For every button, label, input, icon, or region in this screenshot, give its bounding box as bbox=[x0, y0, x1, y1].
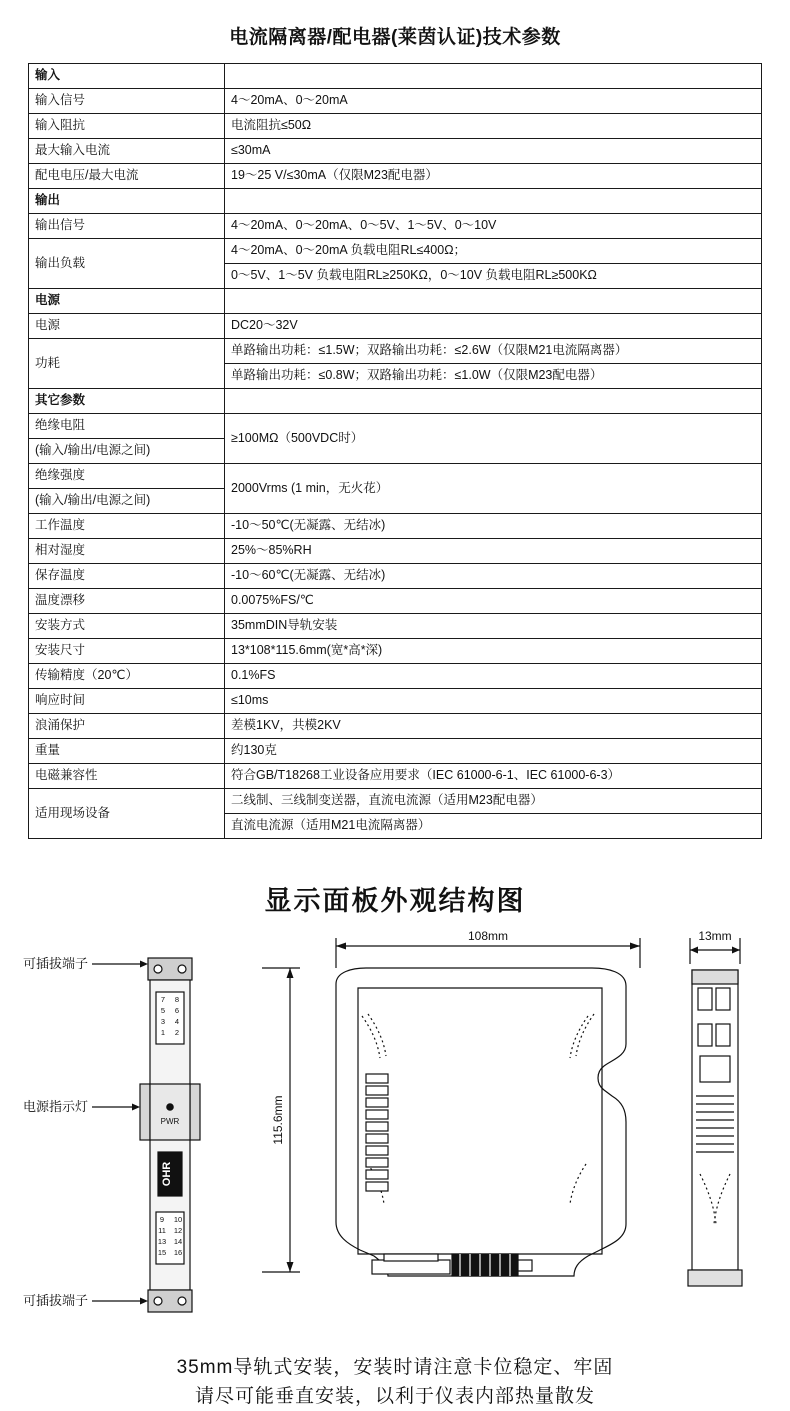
row-value: 4～20mA、0～20mA bbox=[225, 89, 762, 114]
row-label: 输入信号 bbox=[29, 89, 225, 114]
pin-label: 3 bbox=[161, 1017, 165, 1026]
row-label: 浪涌保护 bbox=[29, 714, 225, 739]
table-row bbox=[29, 239, 762, 264]
pin-label: 13 bbox=[158, 1237, 166, 1246]
row-value: 19～25 V/≤30mA（仅限M23配电器） bbox=[225, 164, 762, 189]
pin-label: 6 bbox=[175, 1006, 179, 1015]
row-value: -10～50℃(无凝露、无结冰) bbox=[225, 514, 762, 539]
lbl-term-bottom: 可插拔端子 bbox=[23, 1293, 88, 1308]
row-label: 其它参数 bbox=[29, 389, 225, 414]
table-row bbox=[29, 714, 762, 739]
footer-line-1: 35mm导轨式安装，安装时请注意卡位稳定、牢固 bbox=[0, 1354, 790, 1383]
lbl-width: 108mm bbox=[468, 929, 508, 943]
row-value: 电流阻抗≤50Ω bbox=[225, 114, 762, 139]
row-value bbox=[225, 64, 762, 89]
row-label: 输出信号 bbox=[29, 214, 225, 239]
structure-diagram bbox=[0, 924, 790, 1344]
row-value: 单路输出功耗：≤0.8W；双路输出功耗：≤1.0W（仅限M23配电器） bbox=[225, 364, 762, 389]
pin-label: 9 bbox=[160, 1215, 164, 1224]
table-row bbox=[29, 214, 762, 239]
lbl-pwr: PWR bbox=[161, 1117, 180, 1126]
pin-label: 15 bbox=[158, 1248, 166, 1257]
lbl-height: 115.6mm bbox=[271, 1095, 285, 1144]
table-row bbox=[29, 64, 762, 89]
pin-label: 16 bbox=[174, 1248, 182, 1257]
pin-label: 7 bbox=[161, 995, 165, 1004]
row-value: 约130克 bbox=[225, 739, 762, 764]
row-value: DC20～32V bbox=[225, 314, 762, 339]
table-row bbox=[29, 514, 762, 539]
row-value: 13*108*115.6mm(宽*高*深) bbox=[225, 639, 762, 664]
row-value: 0.1%FS bbox=[225, 664, 762, 689]
row-label: 输出负载 bbox=[29, 239, 225, 289]
table-row bbox=[29, 414, 762, 439]
row-label: 响应时间 bbox=[29, 689, 225, 714]
row-label: 电源 bbox=[29, 314, 225, 339]
row-label: 安装尺寸 bbox=[29, 639, 225, 664]
table-row bbox=[29, 614, 762, 639]
diagram-heading: 显示面板外观结构图 bbox=[0, 879, 790, 918]
row-label: 工作温度 bbox=[29, 514, 225, 539]
table-row bbox=[29, 164, 762, 189]
page-title: 电流隔离器/配电器(莱茵认证)技术参数 bbox=[0, 0, 790, 63]
table-row bbox=[29, 539, 762, 564]
lbl-power-led: 电源指示灯 bbox=[23, 1099, 88, 1114]
row-label: 输入 bbox=[29, 64, 225, 89]
pin-label: 14 bbox=[174, 1237, 182, 1246]
pin-label: 12 bbox=[174, 1226, 182, 1235]
row-value bbox=[225, 289, 762, 314]
row-label: (输入/输出/电源之间) bbox=[29, 489, 225, 514]
footer-line-2: 请尽可能垂直安装，以利于仪表内部热量散发 bbox=[0, 1383, 790, 1411]
table-row bbox=[29, 464, 762, 489]
pin-label: 11 bbox=[158, 1226, 166, 1235]
row-label: 绝缘强度 bbox=[29, 464, 225, 489]
table-row bbox=[29, 314, 762, 339]
table-row bbox=[29, 339, 762, 364]
table-row bbox=[29, 114, 762, 139]
row-label: 安装方式 bbox=[29, 614, 225, 639]
table-row bbox=[29, 764, 762, 789]
row-label: 输入阻抗 bbox=[29, 114, 225, 139]
spec-table bbox=[28, 63, 762, 839]
lbl-term-top: 可插拔端子 bbox=[23, 956, 88, 971]
row-label: 最大输入电流 bbox=[29, 139, 225, 164]
row-label: 绝缘电阻 bbox=[29, 414, 225, 439]
row-value: ≤30mA bbox=[225, 139, 762, 164]
row-label: 配电电压/最大电流 bbox=[29, 164, 225, 189]
row-label: 保存温度 bbox=[29, 564, 225, 589]
row-label: 相对湿度 bbox=[29, 539, 225, 564]
table-row bbox=[29, 139, 762, 164]
row-value: 单路输出功耗：≤1.5W；双路输出功耗：≤2.6W（仅限M21电流隔离器） bbox=[225, 339, 762, 364]
row-value: 0.0075%FS/℃ bbox=[225, 589, 762, 614]
pin-label: 1 bbox=[161, 1028, 165, 1037]
table-row bbox=[29, 564, 762, 589]
pin-label: 10 bbox=[174, 1215, 182, 1224]
table-row bbox=[29, 639, 762, 664]
row-label: 输出 bbox=[29, 189, 225, 214]
pin-label: 5 bbox=[161, 1006, 165, 1015]
row-value: 0～5V、1～5V 负载电阻RL≥250KΩ，0～10V 负载电阻RL≥500KΩ bbox=[225, 264, 762, 289]
row-value bbox=[225, 389, 762, 414]
pin-label: 4 bbox=[175, 1017, 179, 1026]
row-value: 二线制、三线制变送器，直流电流源（适用M23配电器） bbox=[225, 789, 762, 814]
row-value: 4～20mA、0～20mA、0～5V、1～5V、0～10V bbox=[225, 214, 762, 239]
row-label: 功耗 bbox=[29, 339, 225, 389]
row-label: 电源 bbox=[29, 289, 225, 314]
row-value: 直流电流源（适用M21电流隔离器） bbox=[225, 814, 762, 839]
pin-label: 8 bbox=[175, 995, 179, 1004]
row-value: -10～60℃(无凝露、无结冰) bbox=[225, 564, 762, 589]
row-value: 35mmDIN导轨安装 bbox=[225, 614, 762, 639]
row-value: ≤10ms bbox=[225, 689, 762, 714]
row-value: 符合GB/T18268工业设备应用要求（IEC 61000-6-1、IEC 61000-6-3） bbox=[225, 764, 762, 789]
row-label: 重量 bbox=[29, 739, 225, 764]
table-row bbox=[29, 289, 762, 314]
row-label: 适用现场设备 bbox=[29, 789, 225, 839]
row-label: 温度漂移 bbox=[29, 589, 225, 614]
lbl-brand: OHR bbox=[161, 1162, 173, 1187]
footer-note bbox=[0, 1354, 790, 1411]
table-row bbox=[29, 389, 762, 414]
row-value: 2000Vrms (1 min，无火花） bbox=[225, 464, 762, 514]
table-row bbox=[29, 89, 762, 114]
lbl-depth: 13mm bbox=[698, 929, 731, 943]
row-value: ≥100MΩ（500VDC时） bbox=[225, 414, 762, 464]
table-row bbox=[29, 689, 762, 714]
table-row bbox=[29, 189, 762, 214]
row-value: 4～20mA、0～20mA 负载电阻RL≤400Ω； bbox=[225, 239, 762, 264]
row-label: (输入/输出/电源之间) bbox=[29, 439, 225, 464]
table-row bbox=[29, 589, 762, 614]
row-value: 25%～85%RH bbox=[225, 539, 762, 564]
table-row bbox=[29, 664, 762, 689]
table-row bbox=[29, 789, 762, 814]
row-label: 电磁兼容性 bbox=[29, 764, 225, 789]
row-value bbox=[225, 189, 762, 214]
row-label: 传输精度（20℃） bbox=[29, 664, 225, 689]
row-value: 差模1KV，共模2KV bbox=[225, 714, 762, 739]
pin-label: 2 bbox=[175, 1028, 179, 1037]
table-row bbox=[29, 739, 762, 764]
